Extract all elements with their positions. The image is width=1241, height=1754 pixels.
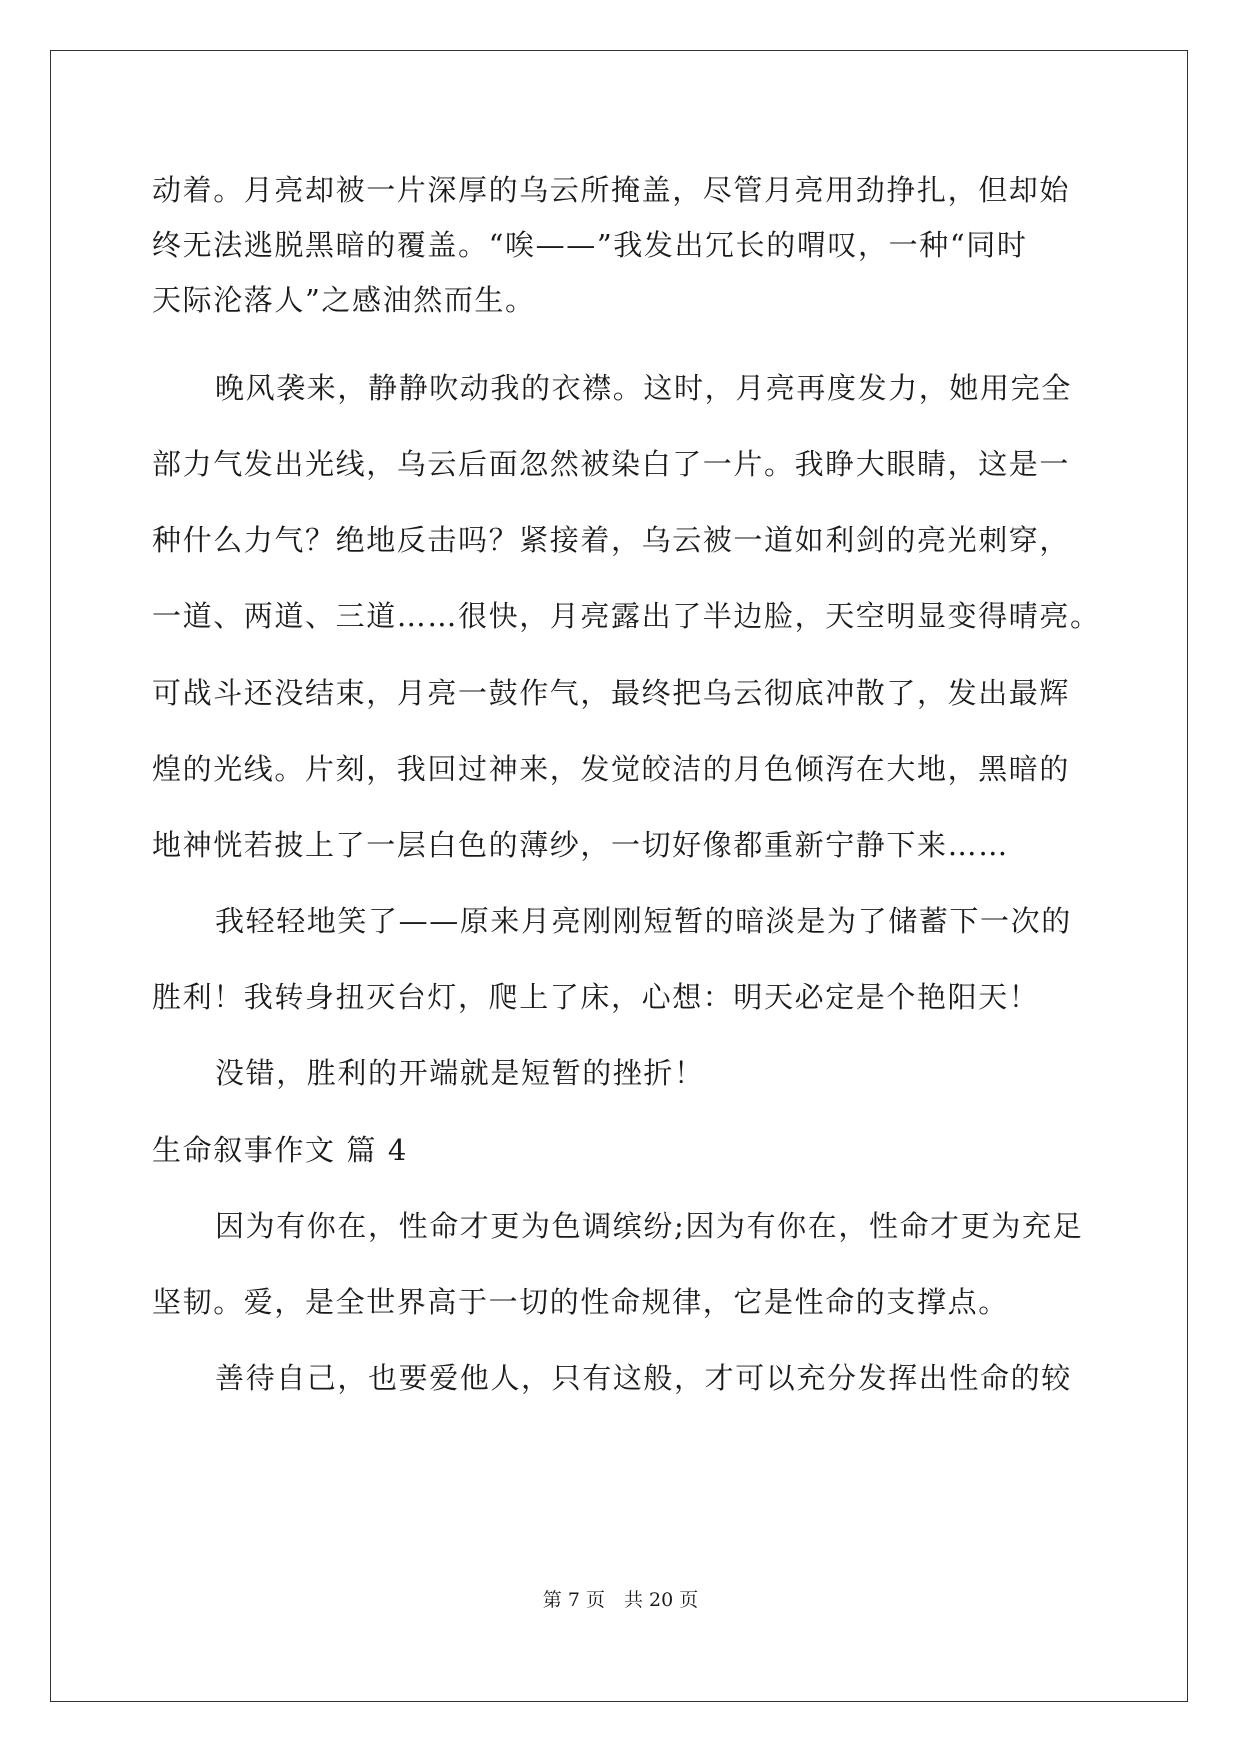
paragraph-line: 晚风袭来，静静吹动我的衣襟。这时，月亮再度发力，她用完全	[215, 371, 1072, 405]
paragraph-line: 善待自己，也要爱他人，只有这般，才可以充分发挥出性命的较	[215, 1361, 1072, 1395]
paragraph-line: 我轻轻地笑了——原来月亮刚刚短暂的暗淡是为了储蓄下一次的	[215, 904, 1072, 938]
section-heading: 生命叙事作文 篇 4	[152, 1133, 408, 1167]
paragraph-line: 可战斗还没结束，月亮一鼓作气，最终把乌云彻底冲散了，发出最辉	[152, 676, 1071, 710]
paragraph-line: 地神恍若披上了一层白色的薄纱，一切好像都重新宁静下来……	[152, 828, 1009, 862]
paragraph-line: 因为有你在，性命才更为色调缤纷;因为有你在，性命才更为充足	[215, 1209, 1084, 1243]
paragraph-line: 没错，胜利的开端就是短暂的挫折！	[215, 1056, 705, 1090]
paragraph-line: 种什么力气？绝地反击吗？紧接着，乌云被一道如利剑的亮光刺穿，	[152, 523, 1071, 557]
paragraph-line: 动着。月亮却被一片深厚的乌云所掩盖，尽管月亮用劲挣扎，但却始	[152, 173, 1071, 207]
paragraph-line: 终无法逃脱黑暗的覆盖。“唉——”我发出冗长的喟叹，一种“同时	[152, 228, 1028, 262]
paragraph-line: 煌的光线。片刻，我回过神来，发觉皎洁的月色倾泻在大地，黑暗的	[152, 752, 1071, 786]
page-number-footer: 第 7 页 共 20 页	[542, 1589, 699, 1611]
paragraph-line: 坚韧。爱，是全世界高于一切的性命规律，它是性命的支撑点。	[152, 1285, 1009, 1319]
paragraph-line: 部力气发出光线，乌云后面忽然被染白了一片。我睁大眼睛，这是一	[152, 447, 1071, 481]
paragraph-line: 胜利！我转身扭灭台灯，爬上了床，心想：明天必定是个艳阳天！	[152, 980, 1040, 1014]
paragraph-line: 一道、两道、三道……很快，月亮露出了半边脸，天空明显变得晴亮。	[152, 599, 1101, 633]
paragraph-line: 天际沦落人”之感油然而生。	[152, 283, 536, 317]
